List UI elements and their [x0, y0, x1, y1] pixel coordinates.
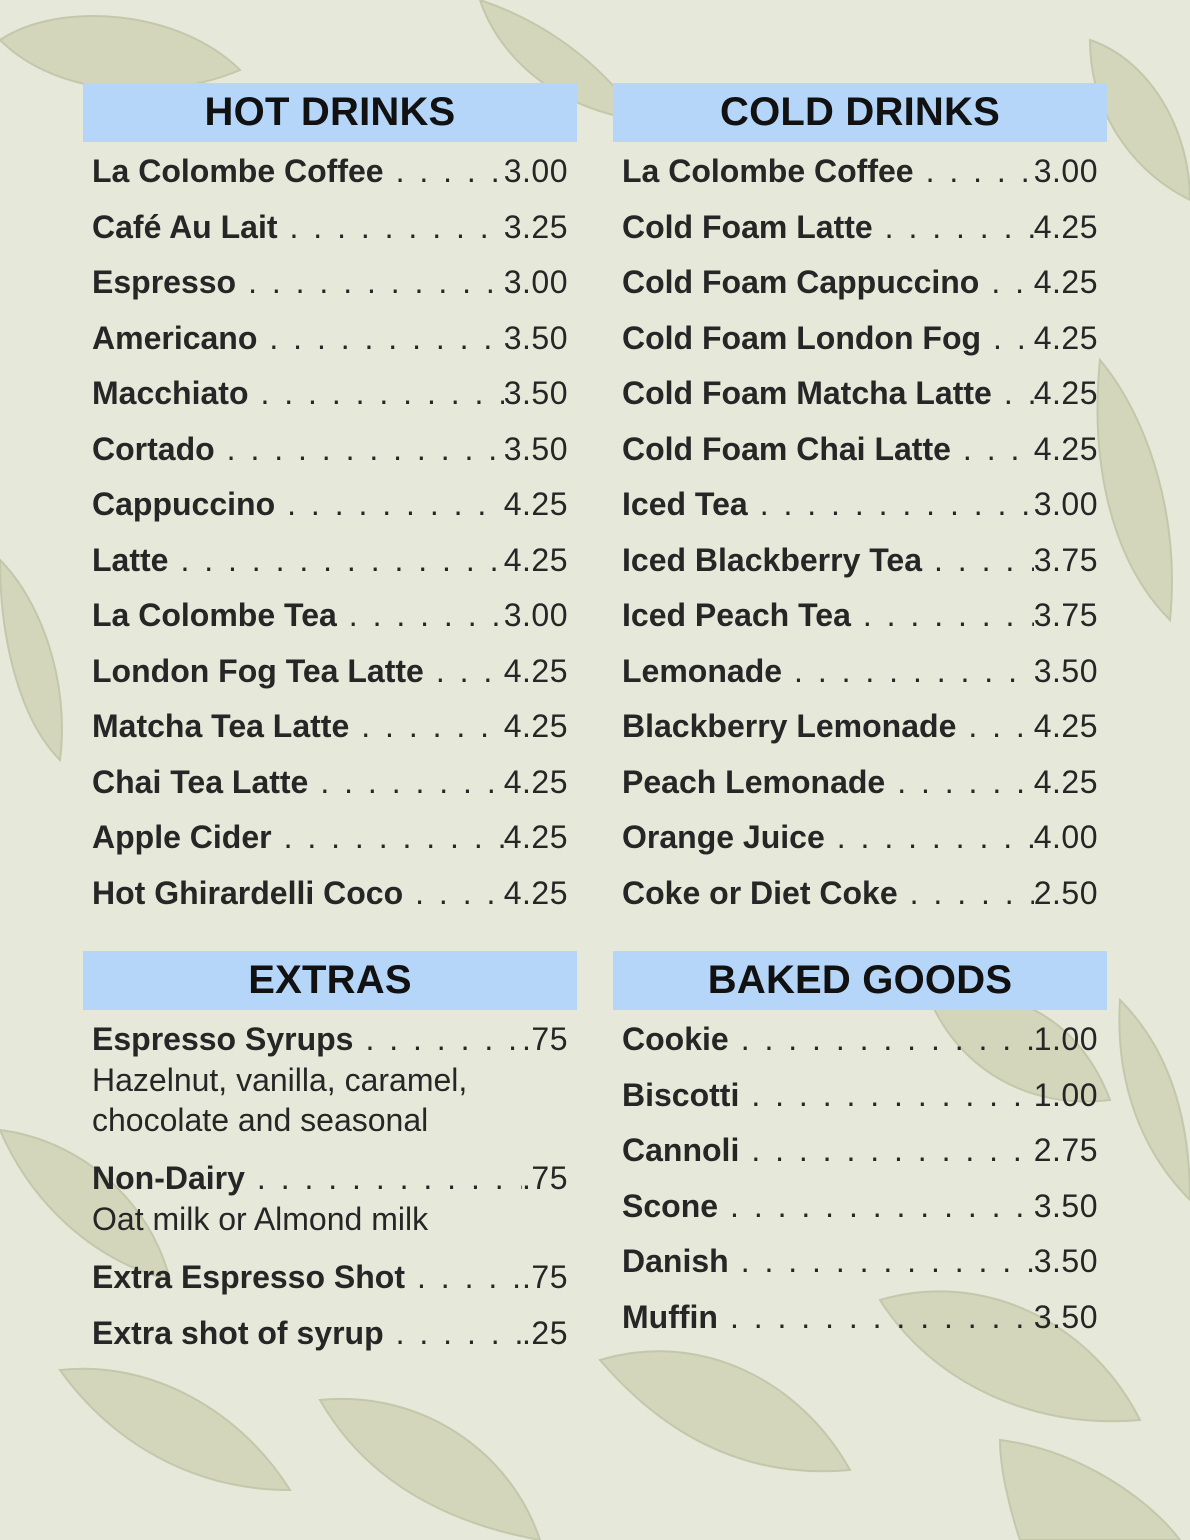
dot-leader: [248, 364, 503, 420]
item-name: Cold Foam Matcha Latte: [622, 375, 992, 411]
dot-leader: [739, 1121, 1033, 1177]
dot-leader: [898, 864, 1034, 920]
item-name: Latte: [92, 541, 169, 578]
section-title: EXTRAS: [83, 951, 577, 1010]
item-name: Cookie: [622, 1021, 729, 1057]
menu-item: [92, 364, 568, 420]
item-price: 3.50: [1033, 1243, 1098, 1279]
item-name: Blackberry Lemonade: [622, 708, 957, 744]
cold-drinks-section: [613, 83, 1107, 919]
section-title: HOT DRINKS: [83, 83, 577, 142]
menu-item: [92, 475, 568, 531]
item-name: Cold Foam London Fog: [622, 319, 982, 356]
item-name: Muffin: [622, 1298, 718, 1335]
item-description: [92, 1060, 568, 1140]
menu-item: [622, 1232, 1098, 1288]
item-name: Espresso: [92, 264, 237, 300]
item-name: Cold Foam Chai Latte: [622, 430, 951, 467]
menu-item: [622, 642, 1098, 698]
item-price: 3.50: [503, 430, 568, 467]
item-name: La Colombe Tea: [92, 597, 337, 633]
item-price: 4.25: [503, 541, 568, 578]
menu-item: [92, 753, 568, 809]
item-price: 4.25: [1033, 708, 1098, 744]
leaf-icon: [1098, 360, 1172, 620]
item-description-line: Hazelnut, vanilla, caramel,: [92, 1062, 468, 1098]
item-price: 2.75: [1033, 1132, 1098, 1168]
leaf-icon: [600, 1351, 850, 1471]
dot-leader: [384, 142, 504, 198]
item-price: 4.25: [1033, 763, 1098, 800]
item-name: La Colombe Coffee: [622, 153, 914, 189]
item-price: 1.00: [1033, 1076, 1098, 1113]
item-price: 4.25: [1033, 208, 1098, 245]
item-name: Coke or Diet Coke: [622, 874, 898, 911]
dot-leader: [353, 1010, 522, 1066]
dot-leader: [922, 531, 1034, 587]
item-price: 4.25: [503, 763, 568, 800]
item-name: Cold Foam Cappuccino: [622, 264, 980, 300]
dot-leader: [979, 253, 1033, 309]
dot-leader: [873, 198, 1034, 254]
item-price: .75: [522, 1259, 568, 1295]
menu-item: [92, 142, 568, 198]
menu-item: [622, 475, 1098, 531]
item-price: 1.00: [1033, 1021, 1098, 1057]
dot-leader: [236, 253, 504, 309]
dot-leader: [403, 864, 504, 920]
item-price: 4.25: [1033, 375, 1098, 411]
dot-leader: [275, 475, 504, 531]
section-title: COLD DRINKS: [613, 83, 1107, 142]
menu-item: [92, 864, 568, 920]
item-name: Cortado: [92, 430, 215, 467]
menu-item: [92, 309, 568, 365]
dot-leader: [718, 1288, 1034, 1344]
menu-item: [622, 142, 1098, 198]
dot-leader: [337, 586, 504, 642]
menu-item: [622, 586, 1098, 642]
item-name: Espresso Syrups: [92, 1021, 354, 1057]
dot-leader: [384, 1304, 522, 1360]
dot-leader: [951, 420, 1034, 476]
item-name: Danish: [622, 1243, 729, 1279]
leaf-icon: [0, 560, 62, 760]
menu-item: [622, 309, 1098, 365]
item-name: Matcha Tea Latte: [92, 708, 350, 744]
item-price: 3.50: [1033, 1187, 1098, 1224]
baked-goods-section: [613, 951, 1107, 1343]
item-description-line: Oat milk or Almond milk: [92, 1201, 429, 1237]
leaf-icon: [1119, 1000, 1190, 1200]
menu-item: [622, 753, 1098, 809]
menu-item: [622, 1010, 1098, 1066]
item-price: 4.25: [503, 874, 568, 911]
item-price: 4.25: [503, 819, 568, 855]
menu-item: [622, 1121, 1098, 1177]
dot-leader: [168, 531, 503, 587]
item-price: 3.50: [503, 319, 568, 356]
dot-leader: [825, 808, 1034, 864]
item-price: 3.75: [1033, 541, 1098, 578]
dot-leader: [956, 697, 1033, 753]
menu-list: [613, 1010, 1107, 1343]
item-description: [92, 1199, 568, 1239]
menu-item: [622, 253, 1098, 309]
item-name: London Fog Tea Latte: [92, 652, 424, 689]
menu-item: [92, 1149, 568, 1205]
dot-leader: [739, 1066, 1033, 1122]
item-price: 4.00: [1033, 819, 1098, 855]
item-price: 4.25: [503, 708, 568, 744]
dot-leader: [992, 364, 1034, 420]
menu-item: [622, 864, 1098, 920]
item-name: Cold Foam Latte: [622, 208, 873, 245]
item-price: .25: [522, 1315, 568, 1351]
item-name: Macchiato: [92, 375, 249, 411]
item-name: Extra Espresso Shot: [92, 1259, 405, 1295]
leaf-icon: [0, 16, 240, 90]
menu-item: [622, 364, 1098, 420]
item-name: Café Au Lait: [92, 208, 278, 245]
menu-item: [622, 420, 1098, 476]
item-price: 4.25: [503, 652, 568, 689]
dot-leader: [981, 309, 1034, 365]
item-name: Hot Ghirardelli Coco: [92, 874, 404, 911]
item-price: 2.50: [1033, 874, 1098, 911]
dot-leader: [272, 808, 504, 864]
menu-item: [92, 531, 568, 587]
item-price: 4.25: [1033, 319, 1098, 356]
leaf-icon: [60, 1369, 290, 1490]
item-name: Apple Cider: [92, 819, 272, 855]
item-name: Cannoli: [622, 1132, 740, 1168]
item-price: 4.25: [1033, 264, 1098, 300]
dot-leader: [914, 142, 1034, 198]
dot-leader: [278, 198, 504, 254]
item-price: .75: [522, 1160, 568, 1196]
item-name: Biscotti: [622, 1076, 740, 1113]
menu-item: [622, 1177, 1098, 1233]
item-name: Scone: [622, 1187, 719, 1224]
menu-item: [622, 808, 1098, 864]
hot-drinks-section: [83, 83, 577, 919]
item-price: 3.25: [503, 208, 568, 245]
item-name: Extra shot of syrup: [92, 1315, 384, 1351]
item-price: 3.75: [1033, 597, 1098, 633]
menu-item: [92, 642, 568, 698]
dot-leader: [245, 1149, 522, 1205]
dot-leader: [748, 475, 1034, 531]
item-price: 3.00: [503, 597, 568, 633]
item-name: Orange Juice: [622, 819, 825, 855]
menu-list: [613, 142, 1107, 919]
item-name: Chai Tea Latte: [92, 763, 309, 800]
dot-leader: [405, 1248, 522, 1304]
item-price: .75: [522, 1021, 568, 1057]
item-name: Iced Peach Tea: [622, 597, 851, 633]
menu-item: [622, 531, 1098, 587]
item-description-line: chocolate and seasonal: [92, 1102, 429, 1138]
item-name: Cappuccino: [92, 486, 276, 522]
menu-item: [92, 1248, 568, 1304]
item-name: Lemonade: [622, 652, 783, 689]
section-title: BAKED GOODS: [613, 951, 1107, 1010]
dot-leader: [308, 753, 503, 809]
menu-item: [92, 253, 568, 309]
menu-item: [92, 586, 568, 642]
dot-leader: [885, 753, 1034, 809]
dot-leader: [424, 642, 504, 698]
item-name: La Colombe Coffee: [92, 153, 384, 189]
dot-leader: [349, 697, 503, 753]
dot-leader: [215, 420, 504, 476]
extras-section: [83, 951, 577, 1360]
leaf-icon: [1000, 1440, 1180, 1540]
menu-item: [92, 808, 568, 864]
menu-item: [622, 1066, 1098, 1122]
menu-item: [622, 697, 1098, 753]
menu-list: [83, 142, 577, 919]
item-name: Peach Lemonade: [622, 763, 886, 800]
item-name: Iced Tea: [622, 486, 748, 522]
item-price: 3.50: [1033, 652, 1098, 689]
menu-item: [92, 1304, 568, 1360]
item-price: 3.50: [1033, 1298, 1098, 1335]
menu-item: [622, 198, 1098, 254]
menu-list: [83, 1010, 577, 1360]
item-price: 3.50: [503, 375, 568, 411]
item-name: Americano: [92, 319, 258, 356]
item-name: Iced Blackberry Tea: [622, 541, 923, 578]
leaf-icon: [320, 1399, 540, 1540]
menu-item: [92, 198, 568, 254]
dot-leader: [718, 1177, 1034, 1233]
item-price: 3.00: [503, 153, 568, 189]
dot-leader: [782, 642, 1034, 698]
menu-item: [92, 420, 568, 476]
dot-leader: [729, 1232, 1034, 1288]
item-price: 4.25: [503, 486, 568, 522]
item-price: 4.25: [1033, 430, 1098, 467]
dot-leader: [851, 586, 1034, 642]
item-price: 3.00: [1033, 153, 1098, 189]
dot-leader: [257, 309, 503, 365]
menu-item: [622, 1288, 1098, 1344]
menu-item: [92, 697, 568, 753]
dot-leader: [729, 1010, 1034, 1066]
menu-item: [92, 1010, 568, 1066]
item-price: 3.00: [1033, 486, 1098, 522]
item-name: Non-Dairy: [92, 1160, 245, 1196]
item-price: 3.00: [503, 264, 568, 300]
